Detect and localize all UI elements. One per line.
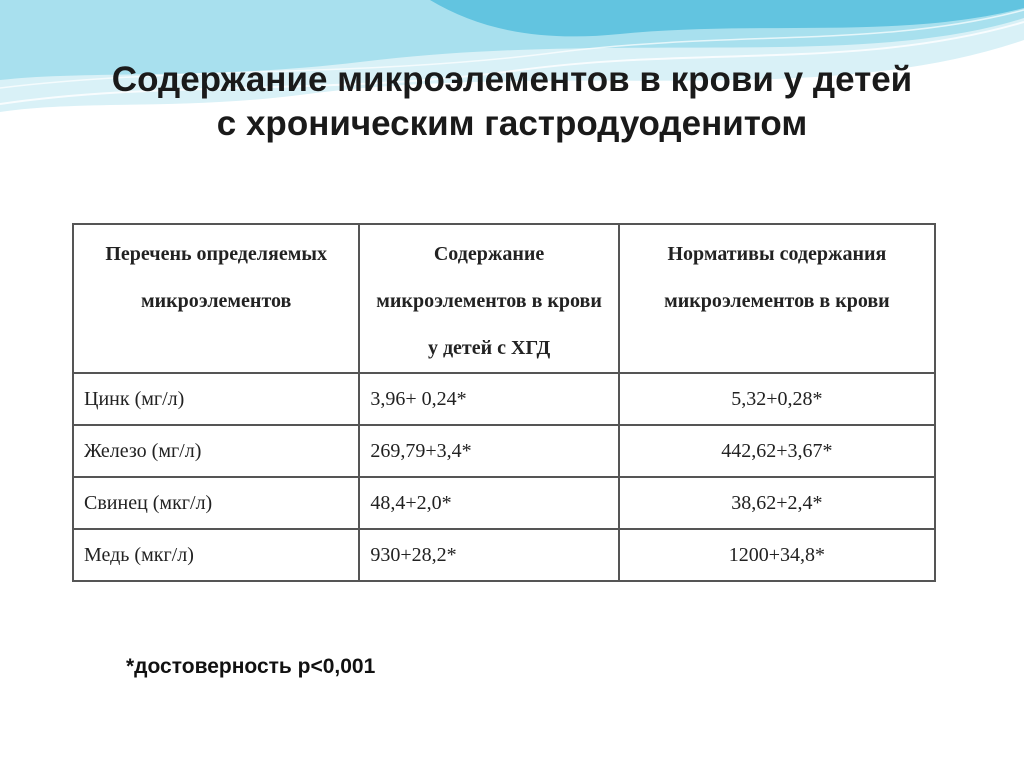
cell-children-value: 269,79+3,4*	[359, 425, 618, 477]
cell-element-name: Медь (мкг/л)	[73, 529, 359, 581]
table-row	[73, 529, 935, 581]
cell-norm-value: 5,32+0,28*	[619, 373, 935, 425]
slide-title	[40, 58, 984, 146]
table-row	[73, 373, 935, 425]
cell-element-name: Свинец (мкг/л)	[73, 477, 359, 529]
table-row	[73, 477, 935, 529]
cell-children-value: 48,4+2,0*	[359, 477, 618, 529]
header-norms: Нормативы содержания микроэлементов в крови	[619, 224, 935, 373]
header-microelements-list: Перечень определяемых микроэлементов	[73, 224, 359, 373]
cell-norm-value: 1200+34,8*	[619, 529, 935, 581]
header-children-content: Содержание микроэлементов в крови у детей с ХГД	[359, 224, 618, 373]
slide-title-line-2: с хроническим гастродуоденитом	[216, 104, 808, 143]
slide-title-line-1: Содержание микроэлементов в крови у детей	[111, 60, 913, 99]
cell-norm-value: 442,62+3,67*	[619, 425, 935, 477]
significance-footnote: *достоверность р<0,001	[126, 655, 376, 678]
table-row	[73, 425, 935, 477]
cell-element-name: Железо (мг/л)	[73, 425, 359, 477]
cell-element-name: Цинк (мг/л)	[73, 373, 359, 425]
cell-children-value: 930+28,2*	[359, 529, 618, 581]
table-header-row	[73, 224, 935, 373]
microelements-table	[72, 223, 936, 582]
cell-norm-value: 38,62+2,4*	[619, 477, 935, 529]
cell-children-value: 3,96+ 0,24*	[359, 373, 618, 425]
